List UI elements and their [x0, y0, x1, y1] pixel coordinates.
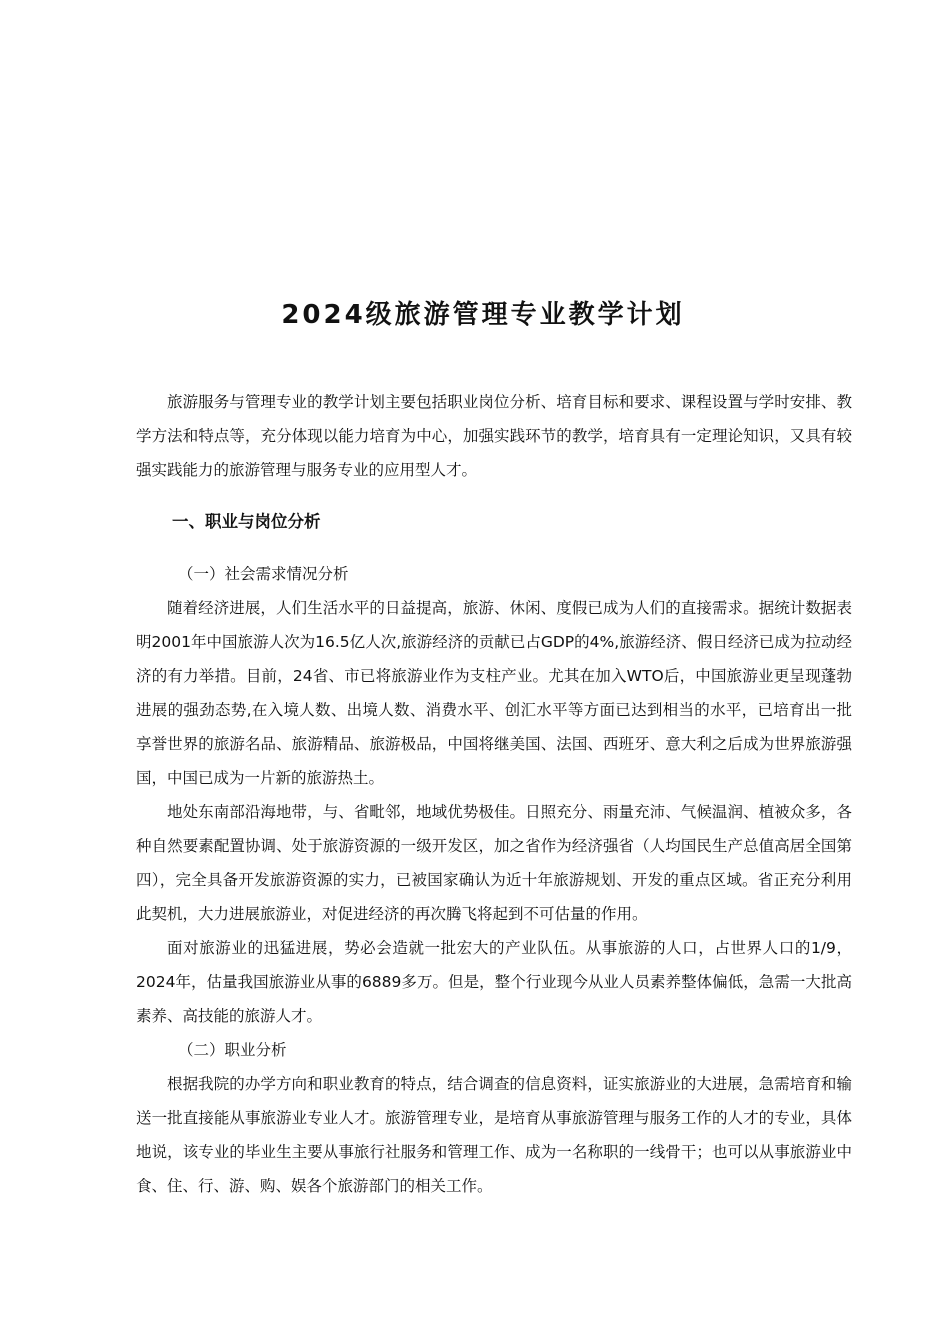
body-paragraph: 面对旅游业的迅猛进展，势必会造就一批宏大的产业队伍。从事旅游的人口，占世界人口的1/9，2024年，估量我国旅游业从事的6889多万。但是，整个行业现今从业人员素养整体偏低，急需一大批高素养、高技能的旅游人才。: [136, 939, 852, 1025]
body-paragraph: 随着经济进展，人们生活水平的日益提高，旅游、休闲、度假已成为人们的直接需求。据统计数据表明2001年中国旅游人次为16.5亿人次,旅游经济的贡献已占GDP的4%,旅游经济、假日经济已成为拉动经济的有力举措。目前，24省、市已将旅游业作为支柱产业。尤其在加入WTO后，中国旅游业更呈现蓬勃进展的强劲态势,在入境人数、出境人数、消费水平、创汇水平等方面已达到相当的水平，已培育出一批享誉世界的旅游名品、旅游精品、旅游极品，中国将继美国、法国、西班牙、意大利之后成为世界旅游强国，中国已成为一片新的旅游热土。: [136, 599, 852, 787]
section-heading-career-analysis: 一、职业与岗位分析: [172, 512, 321, 531]
page-title: 2024级旅游管理专业教学计划: [281, 300, 685, 331]
document-body: [136, 385, 852, 1203]
body-paragraph: 地处东南部沿海地带，与、省毗邻，地域优势极佳。日照充分、雨量充沛、气候温润、植被众多，各种自然要素配置协调、处于旅游资源的一级开发区，加之省作为经济强省（人均国民生产总值高居全国第四），完全具备开发旅游资源的实力，已被国家确认为近十年旅游规划、开发的重点区域。省正充分利用此契机，大力进展旅游业，对促进经济的再次腾飞将起到不可估量的作用。: [136, 803, 852, 923]
intro-paragraph: 旅游服务与管理专业的教学计划主要包括职业岗位分析、培育目标和要求、课程设置与学时安排、教学方法和特点等，充分体现以能力培育为中心，加强实践环节的教学，培育具有一定理论知识，又具有较强实践能力的旅游管理与服务专业的应用型人才。: [136, 393, 852, 479]
body-paragraph: 根据我院的办学方向和职业教育的特点，结合调查的信息资料，证实旅游业的大进展，急需培育和输送一批直接能从事旅游业专业人才。旅游管理专业，是培育从事旅游管理与服务工作的人才的专业，具体地说，该专业的毕业生主要从事旅行社服务和管理工作、成为一名称职的一线骨干；也可以从事旅游业中食、住、行、游、购、娱各个旅游部门的相关工作。: [136, 1075, 852, 1195]
subheading-career-analysis: （二）职业分析: [178, 1041, 287, 1059]
subheading-social-demand: （一）社会需求情况分析: [178, 565, 349, 583]
